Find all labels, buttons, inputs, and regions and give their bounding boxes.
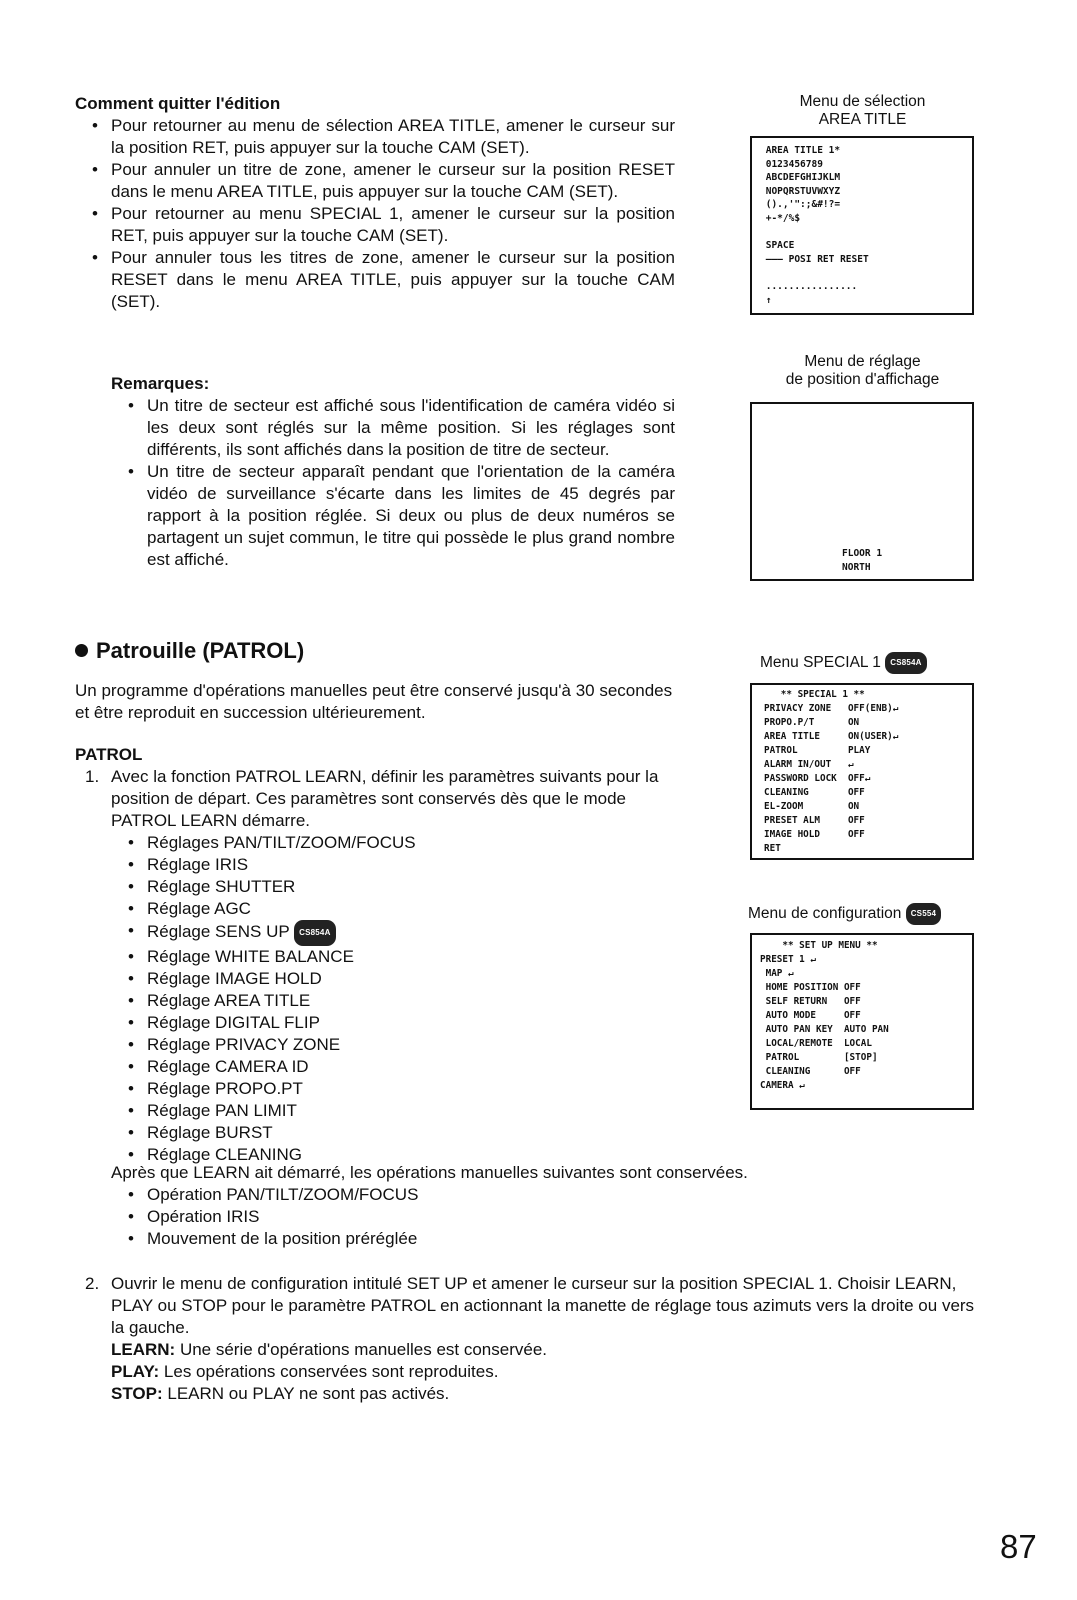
operations-list xyxy=(147,1184,587,1250)
quit-bullet: • Pour annuler un titre de zone, amener le curseur sur la position RESET dans le menu AREA TITLE, puis appuyer sur la touche CAM (SET). xyxy=(111,159,675,203)
quit-section xyxy=(75,93,675,313)
model-badge-icon: CS854A xyxy=(885,652,926,674)
stop-line xyxy=(111,1383,991,1405)
quit-list xyxy=(111,115,675,313)
settings-item: • Réglage AGC xyxy=(147,898,587,920)
quit-bullet: • Pour retourner au menu SPECIAL 1, amener le curseur sur la position RET, puis appuyer sur la touche CAM (SET). xyxy=(111,203,675,247)
operations-item: • Mouvement de la position préréglée xyxy=(147,1228,587,1250)
settings-item: • Réglages PAN/TILT/ZOOM/FOCUS xyxy=(147,832,587,854)
settings-item: • Réglage WHITE BALANCE xyxy=(147,946,587,968)
patrol-subheading: PATROL xyxy=(75,745,143,764)
settings-list xyxy=(147,832,587,1166)
remarks-bullet: • Un titre de secteur est affiché sous l'identification de caméra vidéo si les deux sont réglés sur la même position. Si les réglages sont différents, ils sont affichés dans la position de titre de secteur. xyxy=(147,395,675,461)
settings-item: • Réglage PAN LIMIT xyxy=(147,1100,587,1122)
area-title-caption xyxy=(740,93,985,129)
play-text: Les opérations conservées sont reproduites. xyxy=(159,1362,499,1381)
settings-item: • Réglage IRIS xyxy=(147,854,587,876)
step1-text: Avec la fonction PATROL LEARN, définir les paramètres suivants pour la position de départ. Ces paramètres sont conservés dès que le mode PATROL LEARN démarre. xyxy=(111,767,659,830)
special1-caption xyxy=(760,652,980,674)
page-number: 87 xyxy=(1000,1528,1037,1565)
quit-bullet: • Pour retourner au menu de sélection AREA TITLE, amener le curseur sur la position RET, puis appuyer sur la touche CAM (SET). xyxy=(111,115,675,159)
position-caption xyxy=(740,353,985,389)
position-caption-line2: de position d'affichage xyxy=(785,371,940,388)
special1-screen-text: ** SPECIAL 1 ** PRIVACY ZONE OFF(ENB)↵ PROPO.P/T ON AREA TITLE ON(USER)↵ PATROL PLAY ALARM IN/OUT ↵ PASSWORD LOCK OFF↵ CLEANING OFF EL-ZOOM ON PRESET ALM OFF IMAGE HOLD OFF RET xyxy=(764,689,899,854)
setup-caption xyxy=(748,903,988,925)
model-badge-icon: CS554 xyxy=(906,903,941,925)
settings-item: • Réglage IMAGE HOLD xyxy=(147,968,587,990)
quit-heading: Comment quitter l'édition xyxy=(75,94,281,113)
step1-number: 1. xyxy=(85,767,100,786)
position-screen xyxy=(750,402,974,581)
settings-item: • Réglage AREA TITLE xyxy=(147,990,587,1012)
settings-item: • Réglage CLEANING xyxy=(147,1144,587,1166)
area-title-caption-line2: AREA TITLE xyxy=(818,111,907,128)
after-learn-text: Après que LEARN ait démarré, les opérations manuelles suivantes sont conservées. xyxy=(111,1163,748,1182)
patrol-intro: Un programme d'opérations manuelles peut être conservé jusqu'à 30 secondes et être reproduit en succession ultérieurement. xyxy=(75,681,673,722)
stop-label: STOP: xyxy=(111,1384,163,1403)
play-label: PLAY: xyxy=(111,1362,160,1381)
settings-item: • Réglage DIGITAL FLIP xyxy=(147,1012,587,1034)
step2-number: 2. xyxy=(85,1274,100,1293)
learn-label: LEARN: xyxy=(111,1340,176,1359)
position-screen-text: FLOOR 1 NORTH xyxy=(842,548,883,573)
learn-text: Une série d'opérations manuelles est conservée. xyxy=(175,1340,548,1359)
area-title-caption-line1: Menu de sélection xyxy=(799,93,926,110)
step2-block xyxy=(111,1273,991,1405)
special1-caption-text: Menu SPECIAL 1 xyxy=(760,654,881,671)
settings-item: • Réglage PROPO.PT xyxy=(147,1078,587,1100)
settings-item: • Réglage CAMERA ID xyxy=(147,1056,587,1078)
stop-text: LEARN ou PLAY ne sont pas activés. xyxy=(162,1384,450,1403)
learn-line xyxy=(111,1339,991,1361)
play-line xyxy=(111,1361,991,1383)
area-title-screen xyxy=(750,136,974,315)
remarks-bullet: • Un titre de secteur apparaît pendant que l'orientation de la caméra vidéo de surveillance s'écarte dans les limites de 45 degrés par rapport à la position réglée. Si deux ou plus de deux numéros se partagent un sujet commun, le titre qui possède le plus grand nombre est affiché. xyxy=(147,461,675,571)
quit-bullet: • Pour annuler tous les titres de zone, amener le curseur sur la position RESET dans le menu AREA TITLE, puis appuyer sur la touche CAM (SET). xyxy=(111,247,675,313)
step2-text: Ouvrir le menu de configuration intitulé SET UP et amener le curseur sur la position SPECIAL 1. Choisir LEARN, PLAY ou STOP pour le paramètre PATROL en actionnant la manette de réglage tous azimuts vers la droite ou vers la gauche. xyxy=(111,1274,975,1337)
settings-item: • Réglage BURST xyxy=(147,1122,587,1144)
settings-item: • Réglage PRIVACY ZONE xyxy=(147,1034,587,1056)
remarks-heading: Remarques: xyxy=(111,374,210,393)
remarks-section xyxy=(75,373,675,571)
patrol-heading xyxy=(75,638,304,664)
model-badge-icon: CS854A xyxy=(294,920,335,946)
remarks-list xyxy=(147,395,675,571)
operations-item: • Opération PAN/TILT/ZOOM/FOCUS xyxy=(147,1184,587,1206)
settings-item xyxy=(147,920,587,946)
special1-screen xyxy=(750,683,974,860)
setup-screen xyxy=(750,933,974,1110)
setup-screen-text: ** SET UP MENU ** PRESET 1 ↵ MAP ↵ HOME POSITION OFF SELF RETURN OFF AUTO MODE OFF AUTO PAN KEY AUTO PAN LOCAL/REMOTE LOCAL PATROL [STOP] CLEANING OFF CAMERA ↵ xyxy=(760,940,889,1091)
bullet-dot-icon xyxy=(75,644,88,657)
settings-item: • Réglage SHUTTER xyxy=(147,876,587,898)
settings-item-label: Réglage SENS UP xyxy=(147,922,290,941)
position-caption-line1: Menu de réglage xyxy=(804,353,921,370)
operations-item: • Opération IRIS xyxy=(147,1206,587,1228)
area-title-screen-text: AREA TITLE 1* 0123456789 ABCDEFGHIJKLM NOPQRSTUVWXYZ ().,'":;&#!?= +-*/%$ SPACE ——— POSI RET RESET ................ ↑ xyxy=(765,145,869,306)
patrol-heading-text: Patrouille (PATROL) xyxy=(96,638,305,663)
setup-caption-text: Menu de configuration xyxy=(748,905,902,922)
